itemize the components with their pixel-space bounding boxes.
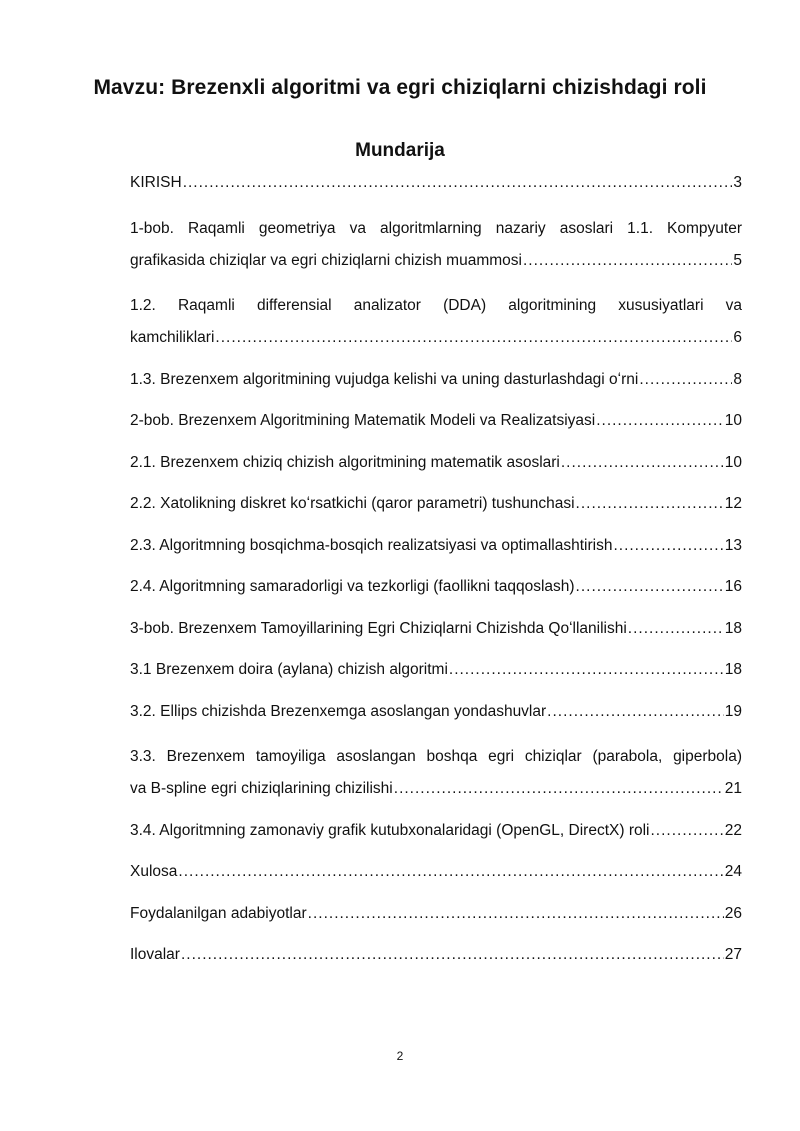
toc-entry[interactable] xyxy=(130,946,742,972)
toc-entry[interactable] xyxy=(130,661,742,687)
toc-entry-title: 2.4. Algoritmning samaradorligi va tezkorligi (faollikni taqqoslash) xyxy=(130,578,575,595)
toc-entry-page: 19 xyxy=(724,702,742,720)
toc-entry-page: 22 xyxy=(724,821,742,839)
toc-entry-title: grafikasida chiziqlar va egri chiziqlarni chizish muammosi xyxy=(130,251,522,269)
dot-leader xyxy=(181,946,724,964)
dot-leader xyxy=(308,905,724,923)
toc-entry-title: 2.3. Algoritmning bosqichma-bosqich realizatsiyasi va optimallashtirish xyxy=(130,536,613,554)
toc-entry[interactable] xyxy=(130,495,742,521)
document-title: Mavzu: Brezenxli algoritmi va egri chiziqlarni chizishdagi roli xyxy=(93,76,707,99)
toc-entry[interactable] xyxy=(130,863,742,889)
toc-entry[interactable] xyxy=(130,703,742,729)
table-of-contents xyxy=(130,174,742,988)
toc-entry[interactable] xyxy=(130,744,742,806)
toc-entry-title: 2-bob. Brezenxem Algoritmining Matematik Modeli va Realizatsiyasi xyxy=(130,412,596,429)
toc-entry-title: Foydalanilgan adabiyotlar xyxy=(130,904,307,922)
toc-entry-title: kamchiliklari xyxy=(130,329,215,346)
toc-entry-title-line1: 3.3. Brezenxem tamoyiliga asoslangan boshqa egri chiziqlar (parabola, giperbola) xyxy=(130,748,742,765)
toc-entry[interactable] xyxy=(130,822,742,848)
toc-entry-page: 16 xyxy=(724,578,742,595)
toc-entry-title: 3-bob. Brezenxem Tamoyillarining Egri Chiziqlarni Chizishda Qoʻllanilishi xyxy=(130,619,627,637)
dot-leader xyxy=(628,620,724,638)
toc-entry-page: 12 xyxy=(724,495,742,512)
toc-entry-page: 10 xyxy=(724,453,742,471)
dot-leader xyxy=(561,454,724,472)
dot-leader xyxy=(215,329,732,347)
toc-entry-page: 10 xyxy=(724,412,742,429)
dot-leader xyxy=(523,252,732,270)
dot-leader xyxy=(651,822,724,840)
toc-entry-page: 18 xyxy=(724,619,742,637)
dot-leader xyxy=(449,661,724,679)
toc-entry-title-line1: 1-bob. Raqamli geometriya va algoritmlarning nazariy asoslari 1.1. Kompyuter xyxy=(130,219,742,237)
toc-entry-title: 2.2. Xatolikning diskret koʻrsatkichi (qaror parametri) tushunchasi xyxy=(130,495,575,512)
dot-leader xyxy=(394,780,724,798)
dot-leader xyxy=(576,578,724,596)
toc-entry[interactable] xyxy=(130,537,742,563)
toc-entry-page: 6 xyxy=(733,329,742,346)
toc-entry-page: 5 xyxy=(733,251,742,269)
dot-leader xyxy=(639,371,732,389)
dot-leader xyxy=(613,537,723,555)
toc-heading: Mundarija xyxy=(355,140,445,161)
toc-entry-page: 24 xyxy=(724,863,742,880)
toc-entry[interactable] xyxy=(130,412,742,438)
toc-entry[interactable] xyxy=(130,293,742,355)
toc-entry-title: 3.1 Brezenxem doira (aylana) chizish algoritmi xyxy=(130,661,448,678)
toc-entry-page: 3 xyxy=(733,174,742,191)
toc-entry-title: Ilovalar xyxy=(130,946,180,963)
toc-entry[interactable] xyxy=(130,905,742,931)
toc-entry[interactable] xyxy=(130,454,742,480)
toc-entry-page: 26 xyxy=(724,904,742,922)
page-number: 2 xyxy=(396,1049,404,1063)
toc-entry-title: va B-spline egri chiziqlarining chizilishi xyxy=(130,780,393,797)
toc-entry-page: 18 xyxy=(724,661,742,678)
dot-leader xyxy=(183,174,733,192)
toc-entry-page: 27 xyxy=(724,946,742,963)
toc-entry[interactable] xyxy=(130,174,742,200)
toc-entry-title: 3.4. Algoritmning zamonaviy grafik kutubxonalaridagi (OpenGL, DirectX) roli xyxy=(130,821,650,839)
toc-entry-title: 3.2. Ellips chizishda Brezenxemga asoslangan yondashuvlar xyxy=(130,702,547,720)
toc-entry-page: 13 xyxy=(724,536,742,554)
dot-leader xyxy=(547,703,724,721)
toc-entry-title: Xulosa xyxy=(130,863,178,880)
dot-leader xyxy=(178,863,723,881)
toc-entry[interactable] xyxy=(130,578,742,604)
toc-entry[interactable] xyxy=(130,216,742,278)
toc-entry-title: 2.1. Brezenxem chiziq chizish algoritmining matematik asoslari xyxy=(130,453,560,471)
toc-entry-title-line1: 1.2. Raqamli differensial analizator (DDA) algoritmining xususiyatlari va xyxy=(130,297,742,314)
toc-entry-page: 8 xyxy=(733,370,742,388)
toc-entry[interactable] xyxy=(130,620,742,646)
toc-entry-page: 21 xyxy=(724,780,742,797)
toc-entry-title: 1.3. Brezenxem algoritmining vujudga kelishi va uning dasturlashdagi oʻrni xyxy=(130,370,639,388)
dot-leader xyxy=(576,495,724,513)
dot-leader xyxy=(596,412,724,430)
toc-entry-title: KIRISH xyxy=(130,174,182,191)
toc-entry[interactable] xyxy=(130,371,742,397)
